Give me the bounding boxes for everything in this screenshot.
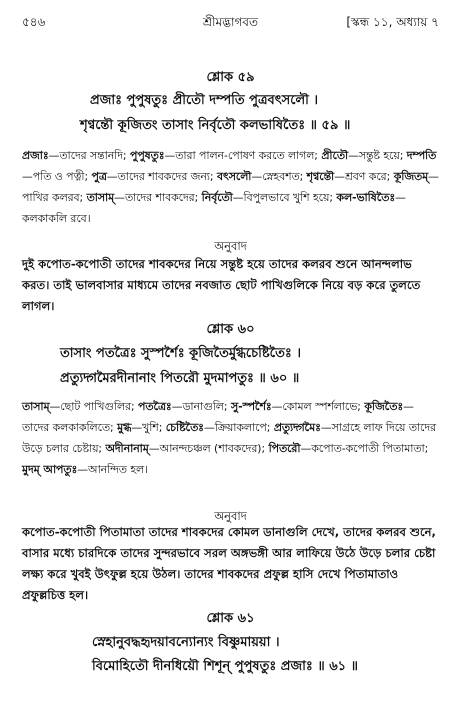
word-meaning: আনন্দচঞ্চল (শাবকদের); bbox=[159, 442, 266, 455]
word-meaning: সন্তুষ্ট হয়ে; bbox=[358, 149, 404, 162]
page-header bbox=[22, 14, 439, 32]
translation-heading: অনুবাদ bbox=[214, 509, 247, 523]
word-meaning: পাখির কলরব; bbox=[22, 191, 84, 204]
word-meaning: কলকাকলি রবে। bbox=[22, 212, 91, 225]
verse-line: শৃণ্বন্তৌ কূজিতং তাসাং নির্বৃতৌ কলভাষিতৈঃ ॥ ৫৯ ॥ bbox=[80, 118, 351, 133]
word-meanings: তাসাম্—ছোট পাখিগুলির; পতত্রৈঃ—ডানাগুলি; সু-স্পর্শৈঃ—কোমল স্পর্শলাভে; কূজিতৈঃ—তাদের কলকাকলিতে; মুগ্ধ—খুশি; চেষ্টিতৈঃ—ক্রিয়াকলাপে; প্রত্যুদ্গমৈঃ—সাগ্রহে লাফ দিয়ে তাদের উড়ে চলার চেষ্টায়; অদীনানাম্—আনন্দচঞ্চল (শাবকদের); পিতরৌ—কপোত-কপোতী পিতামাতা; মুদম্ আপতুঃ—আনন্দিত হল। bbox=[22, 400, 437, 476]
sanskrit-word: পতত্রৈঃ bbox=[138, 400, 172, 413]
sanskrit-word: তাসাম্ bbox=[86, 191, 115, 204]
word-meaning: বিপুলভাবে খুশি হয়ে; bbox=[243, 191, 333, 204]
verse-line: বিমোহিতৌ দীনধিয়ৌ শিশূন্ পুপুষতুঃ প্রজাঃ ॥ ৬১ ॥ bbox=[92, 659, 359, 674]
verse-heading: শ্লোক ৬১ bbox=[206, 611, 255, 626]
sanskrit-word: শৃণ্বন্তৌ bbox=[306, 170, 335, 183]
sanskrit-word: মুগ্ধ bbox=[117, 421, 132, 434]
sanskrit-word: পুত্র bbox=[91, 170, 107, 183]
translation-text: দুই কপোত-কপোতী তাদের শাবকদের নিয়ে সন্তুষ্ট হয়ে তাদের কলরব শুনে আনন্দলাভ করত। তাই ভালবাসার মাধ্যমে তাদের নবজাত ছোট পাখিগুলিকে নিয়ে বড় করে তুলতে লাগল। bbox=[22, 257, 421, 313]
book-title: শ্রীমদ্ভাগবত bbox=[202, 15, 258, 29]
verse-heading: শ্লোক ৫৯ bbox=[206, 70, 255, 85]
translation-heading: অনুবাদ bbox=[214, 239, 247, 253]
word-meaning: তাদের সন্তানদি; bbox=[59, 149, 127, 162]
sanskrit-word: প্রত্যুদ্গমৈঃ bbox=[273, 421, 321, 434]
verse-line: প্রত্যুদ্গমৈরদীনানাং পিতরৌ মুদমাপতুঃ ॥ ৬০ ॥ bbox=[60, 371, 300, 386]
word-meaning: খুশি; bbox=[142, 421, 163, 434]
word-meaning: কপোত-কপোতী পিতামাতা; bbox=[311, 442, 429, 455]
sanskrit-word: প্রীতৌ bbox=[321, 149, 349, 162]
word-meaning: ছোট পাখিগুলির; bbox=[60, 400, 135, 413]
sanskrit-word: মুদম্ আপতুঃ bbox=[22, 463, 78, 476]
word-meaning: তারা পালন-পোষণ করতে লাগল; bbox=[175, 149, 318, 162]
sanskrit-word: বৎসলৌ bbox=[217, 170, 252, 183]
word-meaning: স্নেহবশত; bbox=[262, 170, 304, 183]
word-meaning: পতি ও পত্নী; bbox=[32, 170, 89, 183]
sanskrit-word: অদীনানাম্ bbox=[105, 442, 149, 455]
word-meaning: তাদের শাবকদের; bbox=[124, 191, 199, 204]
sanskrit-word: দম্পতি bbox=[406, 149, 437, 162]
sanskrit-word: প্রজাঃ bbox=[22, 149, 49, 162]
word-meaning: শ্রবণ করে; bbox=[344, 170, 391, 183]
word-meaning: তাদের কলকাকলিতে; bbox=[22, 421, 114, 434]
sanskrit-word: পুপুষতুঃ bbox=[130, 149, 165, 162]
chapter-reference: [স্কন্ধ ১১, অধ্যায় ৭ bbox=[346, 15, 439, 29]
verse-line: তাসাং পতত্রৈঃ সুস্পর্শৈঃ কূজিতৈর্মুগ্ধচেষ্টিতৈঃ । bbox=[60, 346, 301, 361]
sanskrit-word: কূজিতম্ bbox=[393, 170, 429, 183]
word-meaning: কোমল স্পর্শলাভে; bbox=[282, 400, 361, 413]
sanskrit-word: নির্বৃতৌ bbox=[201, 191, 233, 204]
word-meaning: সাগ্রহে লাফ দিয়ে তাদের উড়ে চলার চেষ্টায়; bbox=[22, 421, 437, 455]
sanskrit-word: কূজিতৈঃ bbox=[364, 400, 404, 413]
sanskrit-word: তাসাম্ bbox=[22, 400, 50, 413]
page-number: ৫৪৬ bbox=[22, 15, 46, 29]
verse-line: স্নেহানুবদ্ধহৃদয়াবন্যোন্যং বিষ্ণুমায়য়া । bbox=[92, 635, 280, 650]
sanskrit-word: চেষ্টিতৈঃ bbox=[165, 421, 204, 434]
translation-text: কপোত-কপোতী পিতামাতা তাদের শাবকদের কোমল ডানাগুলি দেখে, তাদের কলরব শুনে, বাসার মধ্যে চারদিকে তাদের সুন্দরভাবে সরল অঙ্গভঙ্গী আর লাফিয়ে উঠে উড়ে চলার চেষ্টা লক্ষ্য করে খুবই উৎফুল্ল হয়ে উঠল। তাদের শাবকদের প্রফুল্ল হাসি দেখে পিতামাতাও প্রফুল্লচিত্ত হল। bbox=[22, 525, 436, 602]
verse-heading: শ্লোক ৬০ bbox=[206, 322, 255, 337]
word-meanings: প্রজাঃ—তাদের সন্তানদি; পুপুষতুঃ—তারা পালন-পোষণ করতে লাগল; প্রীতৌ—সন্তুষ্ট হয়ে; দম্পতি—পতি ও পত্নী; পুত্র—তাদের শাবকদের জন্য; বৎসলৌ—স্নেহবশত; শৃণ্বন্তৌ—শ্রবণ করে; কূজিতম্—পাখির কলরব; তাসাম্—তাদের শাবকদের; নির্বৃতৌ—বিপুলভাবে খুশি হয়ে; কল-ভাষিতৈঃ—কলকাকলি রবে। bbox=[22, 149, 439, 225]
sanskrit-word: কল-ভাষিতৈঃ bbox=[336, 191, 396, 204]
sanskrit-word: পিতরৌ bbox=[268, 442, 301, 455]
verse-line: প্রজাঃ পুপুষতুঃ প্রীতৌ দম্পতি পুত্রবৎসলৌ । bbox=[90, 93, 319, 108]
sanskrit-word: সু-স্পর্শৈঃ bbox=[230, 400, 272, 413]
word-meaning: তাদের শাবকদের জন্য; bbox=[117, 170, 214, 183]
word-meaning: আনন্দিত হল। bbox=[88, 463, 148, 476]
word-meaning: ডানাগুলি; bbox=[182, 400, 228, 413]
word-meaning: ক্রিয়াকলাপে; bbox=[214, 421, 271, 434]
